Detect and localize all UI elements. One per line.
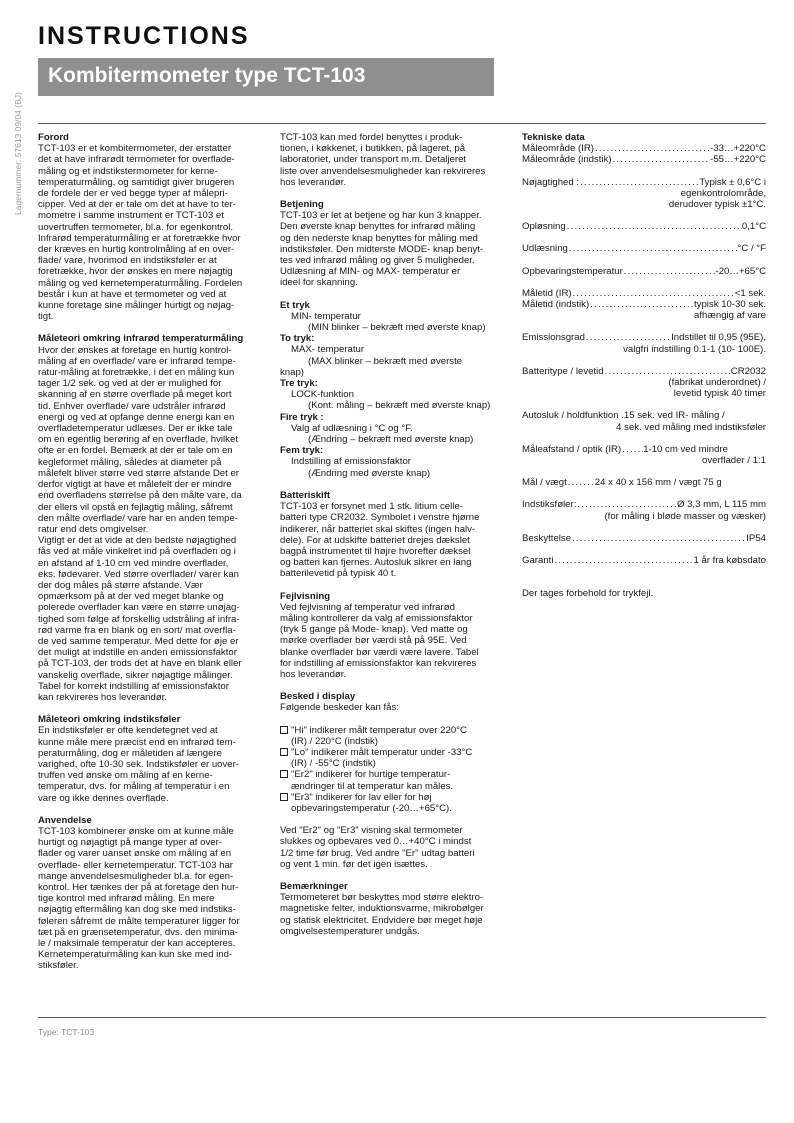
spec-label: Opløsning [522,221,566,233]
side-reference-number: Lagernummer: 57613 09/04 (BJ) [13,92,23,215]
disclaimer-note: Der tages forbehold for trykfejl. [522,588,654,600]
press-three-line2: (Kont. måling – bekræft med øverste knap) [308,400,491,412]
spec-row [522,366,766,400]
spec-value: Indstillet til 0,95 (95E), [671,332,766,344]
column-2 [280,132,500,937]
spec-value: .15 sek. ved IR- måling / [621,410,725,422]
spec-row [522,154,766,165]
spec-row [522,288,766,299]
section-heading-tekniske-data: Tekniske data [522,132,585,143]
section-text-anvendelse: TCT-103 kombinerer ønske om at kunne måle hurtigt og nøjagtigt på mange typer af over- flader og varer uanset ønske om måling af en overflade- eller kernetemperatur. TCT-103 har mange anvendelsesmuligheder bl.a. for egen- kontrol. Her tænkes der på at foretage den hur- tige kontrol med infrarød måling. En mere nøjagtig eftermåling kan dog ske med indstiks- føleren såfremt de målte temperaturer ligger for tæt på en grænsetemperatur, dvs. den minima- le / maksimale temperatur der kan accepteres. Kernetemperaturmåling kan kun ske med ind- stiksføler. [38,825,240,972]
page-header-title: INSTRUCTIONS [38,22,250,50]
spec-row [522,410,766,432]
press-one-line1: MIN- temperatur [291,310,361,322]
press-two-line3: knap) [280,366,304,378]
spec-label: Beskyttelse [522,532,572,544]
section-text-fejl: Ved fejlvisning af temperatur ved infrarød måling kontrollerer da valg af emissionsfaktor (tryk 5 gange på Mode- knap). Ved matte og mørke overflader bør værdi stå på 95E. Ved blanke overflader bør værdi være lavere. Tabel for indstilling af emissionsfaktor kan rekvireres hos leverandør. [280,601,479,680]
spec-label: Måleafstand / optik (IR) [522,443,622,455]
spec-label: Opbevaringstemperatur [522,265,623,277]
product-title-bar [38,58,494,96]
spec-value: 24 x 40 x 156 mm / vægt 75 g [594,477,722,489]
spec-label: Emissionsgrad [522,332,585,344]
spec-label: Måletid (IR) [522,287,572,299]
spec-value-continued: 4 sek. ved måling med indstiksføler [616,421,766,433]
spec-value: -55…+220°C [710,154,766,166]
spec-label: Mål / vægt [522,477,567,489]
spec-value: 1 år fra købsdato [693,555,766,567]
spec-value-continued: valgfri indstilling 0.1-1 (10- 100E). [623,343,766,355]
spec-row [522,533,766,544]
message-text: "Er3" indikerer for lav eller for høj opbevaringstemperatur (-20…+65°C). [291,791,452,814]
spec-value: IP54 [746,532,766,544]
spec-label: Nøjagtighed : [522,176,580,188]
spec-value: -33…+220°C [710,143,766,155]
column-1 [38,132,274,972]
message-text: "Er2" indikerer for hurtige temperatur- ændringer til at temperatur kan måles. [291,769,454,792]
spec-value-continued: afhængig af vare [694,310,766,322]
spec-value-continued: (for måling i bløde masser og væsker) [604,510,766,522]
checkbox-square-icon [280,726,288,734]
section-heading-fejl: Fejlvisning [280,590,331,602]
section-text-forord: TCT-103 er et kombitermometer, der erstatter det at have infrarødt termometer for overflade- måling og et indstikstermometer for kerne- temperaturmåling, og samtidigt giver brugeren de fordele der er ved begge typer af målepri- cipper. Ved at der er tale om det at have to ter- mometre i samme instrument er TCT-103 et uovertruffen termometer, bl.a. for egenkontrol. Infrarød temperaturmåling er at foretrække hvor der kræves en hurtig kontrolmåling af en over- flade/ vare, hvorimod en indstiksføler er at foretrække, hvor der ønskes en mere nøjagtig måling og ved kernetemperaturmåling. Fordelen består i kun at have et termometer og ved at kunne foretage sine målinger hurtigt og nøjag- tigt. [38,143,243,323]
section-text-intro: TCT-103 kan med fordel benyttes i produk- tionen, i køkkenet, i butikken, på lageret, på laboratoriet, under transport m.m. Detaljeret liste over anvendelsesmuligheder kan rekvireres hos leverandør. [280,132,486,188]
section-text-betjening: TCT-103 er let at betjene og har kun 3 knapper. Den øverste knap benyttes for infrarød måling og den nederste knap benyttes for måling med indstiksføler. Den midterste MODE- knap benyt- tes ved infrarød måling og giver 5 muligheder. Udlæsning af MIN- og MAX- temperatur er ideel for skanning. [280,210,484,289]
spec-value: 1-10 cm ved mindre [643,443,728,455]
spec-value: Typisk ± 0,6°C i [699,176,766,188]
message-text: "Hi" indikerer målt temperatur over 220°C (IR) / 220°C (indstik) [291,724,467,747]
spec-value-continued: overflader / 1:1 [702,455,766,467]
section-heading-probe-theory: Måleteori omkring indstiksføler [38,714,181,726]
press-heading-four: Fire tryk : [280,411,324,423]
list-item [280,792,500,814]
spec-label: Autosluk / holdfunktion [522,410,619,422]
spec-row [522,444,766,466]
spec-row [522,332,766,354]
spec-row [522,499,766,521]
press-four-line1: Valg af udlæsning i °C og °F. [291,422,413,434]
checkbox-square-icon [280,770,288,778]
press-two-line1: MAX- temperatur [291,344,365,356]
section-heading-bemaerkninger: Bemærkninger [280,880,348,892]
spec-value: Ø 3,3 mm, L 115 mm [676,499,766,511]
spec-value: typisk 10-30 sek. [694,299,766,311]
checkbox-square-icon [280,748,288,756]
spec-row [522,143,766,154]
press-heading-three: Tre tryk: [280,378,318,390]
press-five-line2: (Ændring med øverste knap) [308,467,431,479]
spec-row [522,299,766,321]
section-heading-betjening: Betjening [280,199,324,211]
message-text: "Lo" indikerer målt temperatur under -33°C (IR) / -55°C (indstik) [291,746,473,770]
spec-value: 0,1°C [741,221,766,233]
spec-row [522,221,766,232]
spec-value-continued: levetid typisk 40 timer [673,388,766,400]
spec-label: Måleområde (IR) [522,143,594,155]
list-item [280,769,500,791]
section-heading-anvendelse: Anvendelse [38,814,92,826]
section-heading-ir-theory: Måleteori omkring infrarød temperaturmåling [38,333,244,345]
top-divider [38,123,766,124]
spec-row [522,177,766,211]
press-one-line2: (MIN blinker – bekræft med øverste knap) [308,322,486,334]
press-heading-two: To tryk: [280,333,315,345]
bottom-divider [38,1017,766,1018]
spec-value: -20…+65°C [715,265,766,277]
spec-label: Indstiksføler: [522,499,577,511]
press-three-line1: LOCK-funktion [291,389,354,401]
section-heading-besked: Besked i display [280,691,356,703]
press-heading-five: Fem tryk: [280,445,324,457]
checkbox-square-icon [280,793,288,801]
error-instructions: Ved "Er2" og "Er3" visning skal termometer slukkes og opbevares ved 0…+40°C i mindst 1/2 time før brug. Ved andre "Er" udtag batteri og vent 1 min. før det igen isættes. [280,825,475,870]
press-heading-one: Et tryk [280,299,310,311]
list-item [280,725,500,747]
press-two-line2: (MAX blinker – bekræft med øverste [308,355,463,367]
column-3 [522,132,766,599]
section-heading-forord: Forord [38,132,69,143]
product-title: Kombitermometer type TCT-103 [48,64,366,87]
spec-value-continued: derudover typisk ±1°C. [668,199,766,211]
spec-value-continued: (fabrikat underordnet) / [668,377,766,389]
section-text-ir-theory: Hvor der ønskes at foretage en hurtig kontrol- måling af en overflade/ vare er infrarød tempe- ratur-måling at foretrække, i det en måling kun tager 1/2 sek. og ved at der er mulighed for skanning af en større overflade på meget kort tid. Enhver overflade/ vare udstråler infrarød energi og ved at opfange denne energi kan en overfladetemperatur udlæses. Der er ikke tale om en egentlig berøring af en overflade, hvilket ofte er en fordel. Bemærk at der er tale om en kegleformet måling, således at diameter på målefelt bliver større ved større afstande Det er derfor vigtigt at have et målefelt der er mindre end overfladens størrelse på den målte vare, da der ellers vil opstå en fejlagtig måling, såfremt den målte overflade/ vare har en anden tempe- ratur end dets omgivelser. Vigtigt er det at vide at den bedste nøjagtighed fås ved at måle vinkelret ind på overfladen og i en afstand af 1-10 cm ved mindre overflader, eks. fødevarer. Ved større overflader/ varer kan der dog måles på større afstande. Vær opmærksom på at der ved meget blanke og polerede overflader kan være en større unøjag- tighed som følge af forskellig udstråling af infra- rød varme fra en blank og en sort/ mat overfla- de ved samme temperatur. Med dette for øje er det muligt at indstille en anden emissionsfaktor på TCT-103, der trods det at have en blank eller vanskelig overflade, sikrer nøjagtige målinger. Tabel for korrekt indstilling af emissionsfaktor kan rekvireres hos leverandør. [38,344,242,703]
spec-row [522,477,766,488]
spec-value-continued: egenkontrolområde, [680,187,766,199]
spec-row [522,266,766,277]
spec-row [522,243,766,254]
press-four-line2: (Ændring – bekræft med øverste knap) [308,434,474,446]
spec-value: °C / °F [737,243,766,255]
spec-value: CR2032 [730,365,766,377]
spec-label: Udlæsning [522,243,568,255]
besked-intro: Følgende beskeder kan fås: [280,702,399,714]
section-text-probe-theory: En indstiksføler er ofte kendetegnet ved at kunne måle mere præcist end en infrarød tem- peraturmåling, dog er måletiden af længere varighed, ofte 10-30 sek. Indstiksføler er uover- truffen ved ønske om måling af en kerne- temperatur, dvs. for måling af temperatur i en vare og ikke dennes overflade. [38,725,240,804]
section-text-bemaerkninger: Termometeret bør beskyttes mod større elektro- magnetiske felter, induktionsvarme, mikrobølger og statisk elektricitet. Endvidere bør meget høje omgivelsestemperaturer undgås. [280,892,484,937]
list-item [280,747,500,769]
footer-type-label: Type: TCT-103 [38,1027,95,1037]
section-text-batteri: TCT-103 er forsynet med 1 stk. litium celle- batteri type CR2032. Symbolet i venstre hjørne indikerer, når batteriet skal skiftes (ingen halv- dele). For at udskifte batteriet drejes dækslet bagpå instrumentet til højre hvorefter dæksel og batteri kan fjernes. Autosluk sikrer en lang batterilevetid på typisk 40 t. [280,501,480,580]
spec-value: <1 sek. [734,287,766,299]
spec-label: Garanti [522,555,554,567]
spec-label: Måletid (indstik) [522,299,590,311]
spec-label: Måleområde (indstik) [522,154,612,166]
spec-label: Batteritype / levetid [522,365,604,377]
press-five-line1: Indstilling af emissionsfaktor [291,456,411,468]
section-heading-batteri: Batteriskift [280,489,331,501]
spec-row [522,555,766,566]
